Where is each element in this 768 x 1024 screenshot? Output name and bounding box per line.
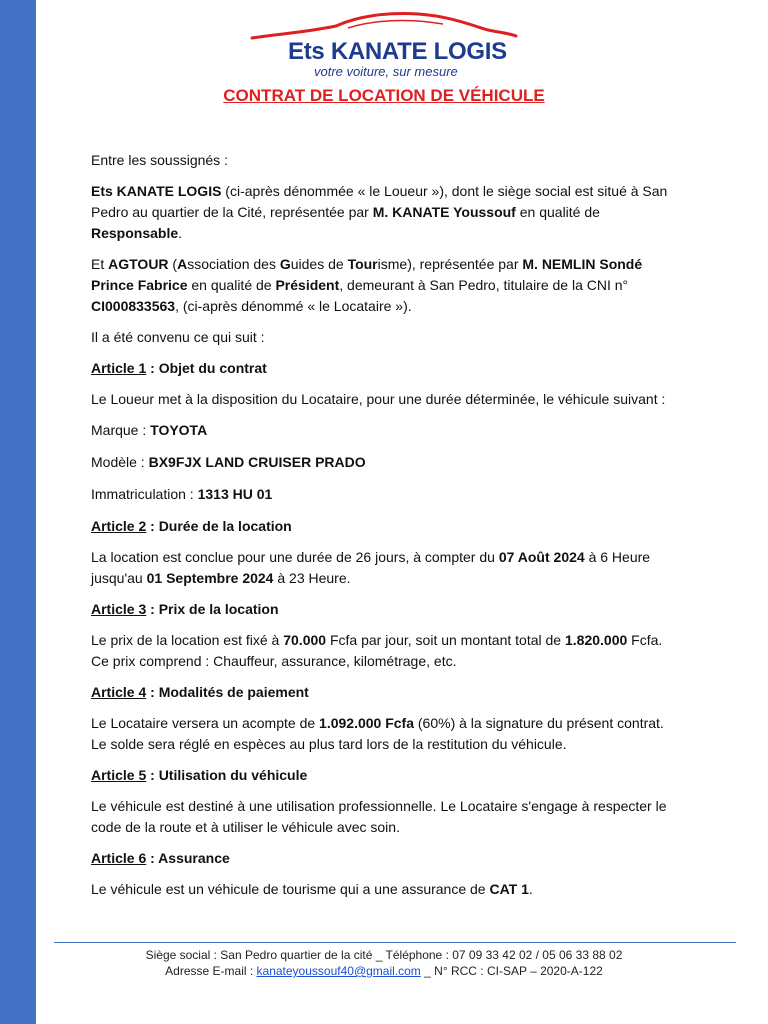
document-title: CONTRAT DE LOCATION DE VÉHICULE [223,86,545,105]
article4-heading: Article 4 : Modalités de paiement [91,684,309,700]
vehicle-registration: Immatriculation : 1313 HU 01 [91,486,273,502]
side-accent-bar [0,0,36,1024]
footer-divider [54,942,736,943]
article3-text: Le prix de la location est fixé à 70.000 Fcfa par jour, soit un montant total de 1.820.000 Fcfa. Ce prix comprend : Chauffeur, assurance, kilométrage, etc. [91,632,663,669]
article3-heading: Article 3 : Prix de la location [91,601,279,617]
logo-company-name: Ets KANATE LOGIS [288,38,507,65]
vehicle-model: Modèle : BX9FJX LAND CRUISER PRADO [91,454,366,470]
contract-body [91,150,675,910]
company-logo [248,8,520,80]
article1-heading: Article 1 : Objet du contrat [91,360,267,376]
vehicle-brand: Marque : TOYOTA [91,422,208,438]
party1-paragraph: Ets KANATE LOGIS (ci-après dénommée « le Loueur »), dont le siège social est situé à San Pedro au quartier de la Cité, représentée par M. KANATE Youssouf en qualité de Responsable. [91,183,668,241]
agreement-paragraph: Il a été convenu ce qui suit : [91,329,265,345]
footer [0,947,768,979]
article5-text: Le véhicule est destiné à une utilisation professionnelle. Le Locataire s'engage à respecter le code de la route et à utiliser le véhicule avec soin. [91,798,667,835]
article5-heading: Article 5 : Utilisation du véhicule [91,767,308,783]
article4-text: Le Locataire versera un acompte de 1.092.000 Fcfa (60%) à la signature du présent contrat. Le solde sera réglé en espèces au plus tard lors de la restitution du véhicule. [91,715,664,752]
footer-address-line: Siège social : San Pedro quartier de la cité _ Téléphone : 07 09 33 42 02 / 05 06 33 88 02 [145,948,623,962]
article6-heading: Article 6 : Assurance [91,850,230,866]
article1-text: Le Loueur met à la disposition du Locataire, pour une durée déterminée, le véhicule suivant : [91,391,666,407]
email-link[interactable]: kanateyoussouf40@gmail.com [256,964,421,978]
footer-contact-line: Adresse E-mail : kanateyoussouf40@gmail.com _ N° RCC : CI-SAP – 2020-A-122 [165,964,603,978]
article2-heading: Article 2 : Durée de la location [91,518,292,534]
article2-text: La location est conclue pour une durée de 26 jours, à compter du 07 Août 2024 à 6 Heure jusqu'au 01 Septembre 2024 à 23 Heure. [91,549,651,586]
article6-text: Le véhicule est un véhicule de tourisme qui a une assurance de CAT 1. [91,881,533,897]
logo-tagline: votre voiture, sur mesure [314,64,458,79]
intro-paragraph: Entre les soussignés : [91,152,228,168]
party2-paragraph: Et AGTOUR (Association des Guides de Tourisme), représentée par M. NEMLIN Sondé Prince Fabrice en qualité de Président, demeurant à San Pedro, titulaire de la CNI n° CI000833563, (ci-après dénommé « le Locataire »). [91,256,643,314]
